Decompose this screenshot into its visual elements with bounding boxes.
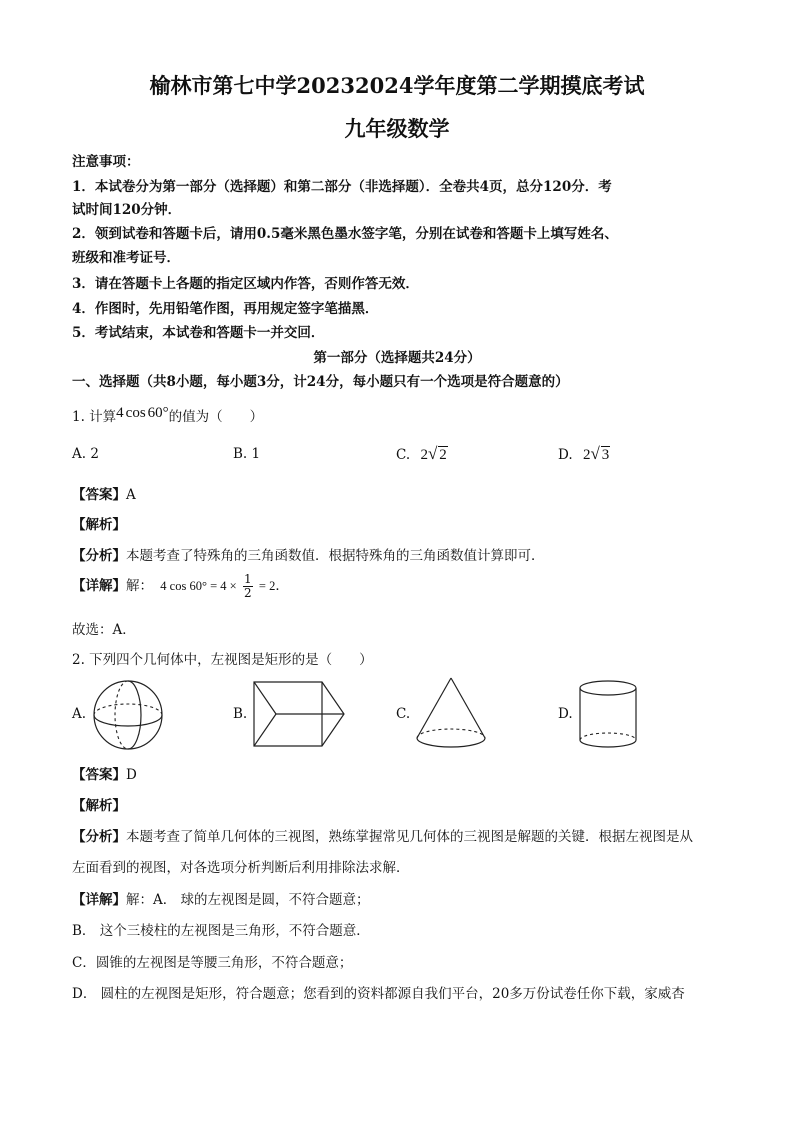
q1-option-d: D. 2√ 3 xyxy=(558,444,610,463)
notice-line: 5．考试结束，本试卷和答题卡一并交回． xyxy=(72,325,325,341)
q2-detail-d: D． 圆柱的左视图是矩形，符合题意；您看到的资料都源自我们平台，20多万份试卷任你下载，家威杏 xyxy=(72,986,685,1002)
notice-line: 4．作图时，先用铅笔作图，再用规定签字笔描黑． xyxy=(72,301,379,317)
q2-option-d-label: D. xyxy=(558,706,573,722)
section-heading: 一、选择题（共8小题，每小题3分，计24分，每小题只有一个选项是符合题意的） xyxy=(72,374,569,390)
q1-analysis-label: 【解析】 xyxy=(72,517,126,533)
cylinder-icon xyxy=(576,678,640,752)
q2-analysis-label: 【解析】 xyxy=(72,798,126,814)
question-2-stem: 2. 下列四个几何体中，左视图是矩形的是（ ） xyxy=(72,652,373,668)
q1-option-b: B. 1 xyxy=(233,446,261,462)
q2-option-c-label: C. xyxy=(396,706,411,722)
notice-heading: 注意事项： xyxy=(72,154,140,170)
notice-line: 3．请在答题卡上各题的指定区域内作答，否则作答无效． xyxy=(72,276,419,292)
notice-line: 试时间120分钟． xyxy=(72,202,182,218)
q2-option-b-label: B. xyxy=(233,706,248,722)
q2-option-a-label: A. xyxy=(72,706,87,722)
notice-line: 班级和准考证号． xyxy=(72,250,180,266)
q1-detail: 【详解】解： 4 cos 60° = 4 × $\frac{1}{2}$ = 2． xyxy=(72,572,289,600)
exam-title: 榆林市第七中学20232024学年度第二学期摸底考试 xyxy=(149,73,645,98)
q2-fenxi-cont: 左面看到的视图，对各选项分析判断后利用排除法求解． xyxy=(72,860,410,876)
cone-icon xyxy=(412,674,490,754)
q1-answer: 【答案】A xyxy=(72,487,136,503)
q2-answer: 【答案】D xyxy=(72,767,137,783)
sphere-icon xyxy=(88,678,168,752)
q2-detail-b: B． 这个三棱柱的左视图是三角形，不符合题意． xyxy=(72,923,370,939)
notice-line: 1．本试卷分为第一部分（选择题）和第二部分（非选择题）．全卷共4页，总分120分．考 xyxy=(72,179,612,195)
q2-detail-c: C．圆锥的左视图是等腰三角形，不符合题意； xyxy=(72,955,353,971)
q1-option-c: C. 2√ 2 xyxy=(396,444,447,463)
notice-line: 2．领到试卷和答题卡后，请用0.5毫米黑色墨水签字笔，分别在试卷和答题卡上填写姓名、 xyxy=(72,226,618,242)
q2-detail: 【详解】解：A． 球的左视图是圆，不符合题意； xyxy=(72,892,370,908)
q1-fenxi: 【分析】本题考查了特殊角的三角函数值．根据特殊角的三角函数值计算即可． xyxy=(72,548,545,564)
q2-fenxi: 【分析】本题考查了简单几何体的三视图，熟练掌握常见几何体的三视图是解题的关键．根据左视图是从 xyxy=(72,829,693,845)
question-1-stem: 1. 计算4 cos 60°的值为（ ） xyxy=(72,405,264,425)
q1-conclusion: 故选：A． xyxy=(72,622,136,638)
exam-subtitle: 九年级数学 xyxy=(344,116,450,141)
triangular-prism-icon xyxy=(250,678,348,750)
q1-option-a: A. 2 xyxy=(72,446,99,462)
part-heading: 第一部分（选择题共24分） xyxy=(313,350,481,366)
